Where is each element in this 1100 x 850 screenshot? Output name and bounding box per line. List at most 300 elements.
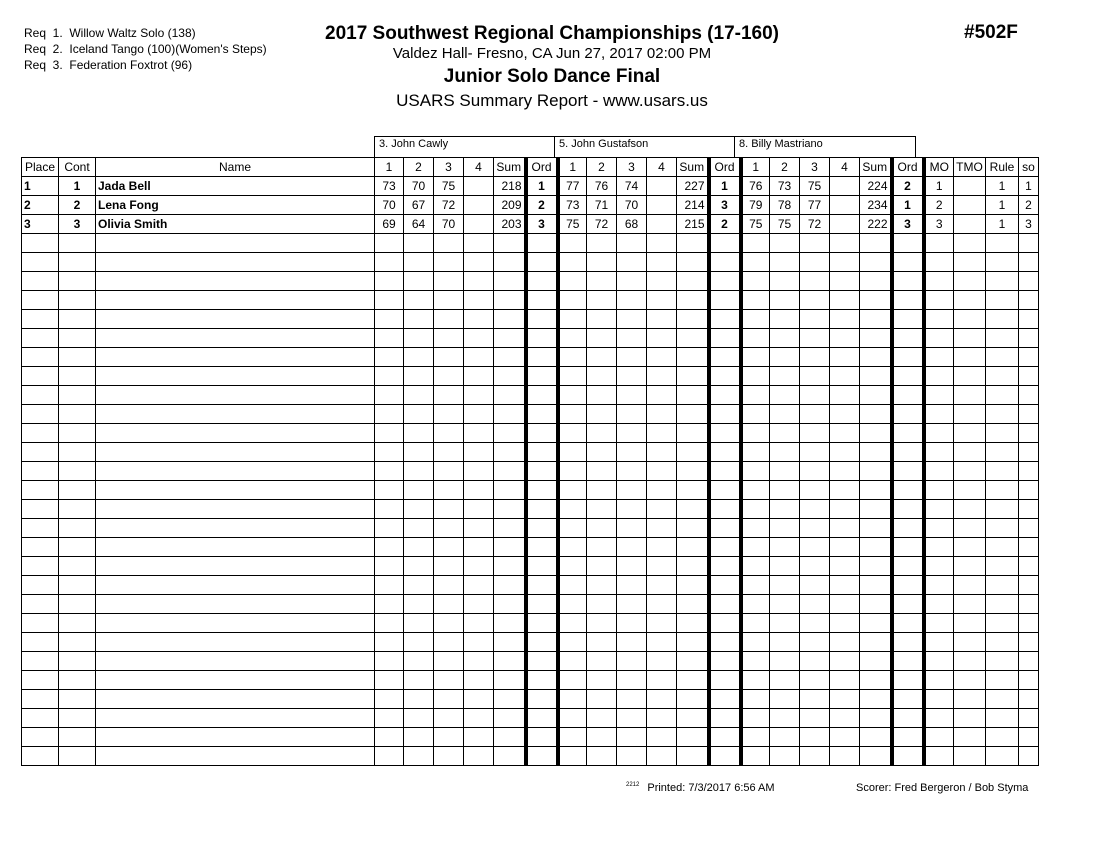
empty-cell	[860, 538, 892, 557]
empty-cell	[924, 234, 954, 253]
empty-cell	[647, 576, 677, 595]
empty-cell	[986, 709, 1019, 728]
empty-cell	[830, 671, 860, 690]
empty-cell	[22, 595, 59, 614]
empty-row	[22, 576, 1039, 595]
empty-cell	[1019, 690, 1039, 709]
skater-name-cell: Olivia Smith	[96, 215, 375, 234]
empty-cell	[677, 253, 709, 272]
empty-cell	[526, 538, 558, 557]
empty-cell	[709, 633, 741, 652]
empty-cell	[22, 481, 59, 500]
empty-cell	[375, 709, 404, 728]
empty-row	[22, 538, 1039, 557]
column-header: 3	[800, 158, 830, 177]
empty-cell	[404, 728, 434, 747]
empty-cell	[494, 671, 526, 690]
empty-cell	[617, 291, 647, 310]
rule-cell: 1	[986, 177, 1019, 196]
ordinal-cell: 2	[709, 215, 741, 234]
empty-cell	[587, 329, 617, 348]
empty-cell	[800, 386, 830, 405]
empty-cell	[924, 405, 954, 424]
empty-cell	[617, 652, 647, 671]
empty-cell	[494, 652, 526, 671]
empty-cell	[558, 405, 587, 424]
score-cell: 74	[617, 177, 647, 196]
score-cell: 68	[617, 215, 647, 234]
empty-cell	[404, 633, 434, 652]
empty-cell	[709, 443, 741, 462]
empty-cell	[375, 633, 404, 652]
empty-cell	[558, 481, 587, 500]
empty-cell	[830, 633, 860, 652]
empty-cell	[800, 747, 830, 766]
empty-cell	[558, 310, 587, 329]
empty-cell	[617, 538, 647, 557]
empty-cell	[709, 747, 741, 766]
empty-cell	[22, 310, 59, 329]
column-header: Ord	[709, 158, 741, 177]
empty-cell	[1019, 576, 1039, 595]
empty-row	[22, 709, 1039, 728]
empty-cell	[800, 633, 830, 652]
empty-cell	[59, 538, 96, 557]
empty-cell	[375, 329, 404, 348]
empty-cell	[741, 538, 770, 557]
empty-cell	[860, 690, 892, 709]
column-header: 3	[434, 158, 464, 177]
empty-cell	[954, 671, 986, 690]
empty-cell	[1019, 272, 1039, 291]
empty-cell	[860, 652, 892, 671]
empty-cell	[830, 424, 860, 443]
empty-cell	[647, 500, 677, 519]
empty-cell	[830, 557, 860, 576]
empty-cell	[587, 728, 617, 747]
empty-cell	[1019, 310, 1039, 329]
empty-cell	[587, 443, 617, 462]
empty-cell	[924, 348, 954, 367]
empty-cell	[59, 557, 96, 576]
empty-cell	[892, 595, 924, 614]
empty-cell	[924, 576, 954, 595]
empty-cell	[741, 576, 770, 595]
empty-cell	[830, 462, 860, 481]
empty-cell	[770, 443, 800, 462]
empty-cell	[800, 671, 830, 690]
empty-cell	[924, 728, 954, 747]
empty-cell	[924, 462, 954, 481]
judge-3-label: 8. Billy Mastriano	[734, 136, 916, 157]
empty-cell	[558, 538, 587, 557]
empty-cell	[800, 614, 830, 633]
empty-cell	[770, 690, 800, 709]
empty-cell	[617, 348, 647, 367]
column-header: 2	[404, 158, 434, 177]
empty-cell	[770, 633, 800, 652]
empty-cell	[96, 291, 375, 310]
empty-cell	[647, 386, 677, 405]
empty-cell	[22, 348, 59, 367]
empty-cell	[830, 310, 860, 329]
empty-cell	[494, 272, 526, 291]
empty-cell	[59, 481, 96, 500]
empty-cell	[587, 481, 617, 500]
empty-cell	[434, 291, 464, 310]
empty-cell	[924, 652, 954, 671]
score-cell	[830, 177, 860, 196]
empty-cell	[860, 310, 892, 329]
empty-cell	[617, 443, 647, 462]
empty-cell	[677, 747, 709, 766]
empty-cell	[830, 709, 860, 728]
empty-cell	[800, 595, 830, 614]
empty-cell	[1019, 671, 1039, 690]
empty-cell	[709, 253, 741, 272]
empty-cell	[677, 595, 709, 614]
empty-cell	[647, 633, 677, 652]
empty-cell	[709, 671, 741, 690]
empty-cell	[986, 405, 1019, 424]
empty-cell	[860, 709, 892, 728]
empty-cell	[1019, 595, 1039, 614]
empty-cell	[830, 481, 860, 500]
empty-cell	[526, 633, 558, 652]
empty-cell	[770, 500, 800, 519]
empty-cell	[59, 272, 96, 291]
empty-cell	[587, 652, 617, 671]
empty-cell	[96, 728, 375, 747]
empty-cell	[860, 519, 892, 538]
empty-cell	[954, 595, 986, 614]
empty-cell	[96, 538, 375, 557]
empty-cell	[677, 614, 709, 633]
requirements-list	[24, 25, 267, 73]
empty-cell	[404, 310, 434, 329]
rule-cell: 1	[986, 196, 1019, 215]
empty-cell	[892, 633, 924, 652]
empty-cell	[464, 405, 494, 424]
empty-cell	[464, 557, 494, 576]
empty-cell	[770, 747, 800, 766]
empty-cell	[892, 272, 924, 291]
empty-cell	[494, 595, 526, 614]
empty-cell	[741, 253, 770, 272]
empty-cell	[375, 557, 404, 576]
empty-cell	[22, 462, 59, 481]
empty-cell	[375, 538, 404, 557]
empty-cell	[830, 291, 860, 310]
empty-cell	[617, 405, 647, 424]
empty-cell	[434, 367, 464, 386]
empty-cell	[860, 633, 892, 652]
empty-cell	[375, 652, 404, 671]
venue-date: Valdez Hall- Fresno, CA Jun 27, 2017 02:00 PM	[392, 45, 712, 62]
empty-cell	[1019, 253, 1039, 272]
sum-cell: 222	[860, 215, 892, 234]
empty-cell	[22, 747, 59, 766]
empty-cell	[494, 348, 526, 367]
empty-cell	[892, 462, 924, 481]
empty-cell	[526, 519, 558, 538]
empty-cell	[494, 519, 526, 538]
score-cell: 75	[558, 215, 587, 234]
empty-cell	[526, 329, 558, 348]
empty-cell	[96, 329, 375, 348]
empty-cell	[59, 595, 96, 614]
empty-row	[22, 462, 1039, 481]
empty-cell	[587, 348, 617, 367]
empty-cell	[924, 557, 954, 576]
empty-cell	[830, 500, 860, 519]
empty-cell	[617, 424, 647, 443]
empty-cell	[800, 481, 830, 500]
empty-cell	[558, 443, 587, 462]
empty-cell	[434, 576, 464, 595]
empty-cell	[924, 424, 954, 443]
empty-cell	[22, 500, 59, 519]
empty-cell	[860, 728, 892, 747]
empty-cell	[709, 405, 741, 424]
column-header: Place	[22, 158, 59, 177]
empty-cell	[892, 576, 924, 595]
empty-cell	[741, 633, 770, 652]
mo-cell: 1	[924, 177, 954, 196]
empty-cell	[494, 386, 526, 405]
empty-cell	[1019, 424, 1039, 443]
score-cell: 71	[587, 196, 617, 215]
empty-cell	[558, 253, 587, 272]
column-header: Sum	[860, 158, 892, 177]
empty-cell	[954, 747, 986, 766]
summary-table	[21, 157, 1039, 766]
empty-cell	[22, 557, 59, 576]
empty-cell	[892, 443, 924, 462]
score-cell: 78	[770, 196, 800, 215]
empty-cell	[558, 576, 587, 595]
empty-cell	[96, 367, 375, 386]
empty-cell	[96, 614, 375, 633]
empty-cell	[617, 576, 647, 595]
empty-cell	[587, 462, 617, 481]
empty-cell	[860, 348, 892, 367]
empty-cell	[954, 424, 986, 443]
score-cell: 67	[404, 196, 434, 215]
empty-cell	[924, 595, 954, 614]
empty-cell	[375, 348, 404, 367]
empty-cell	[800, 500, 830, 519]
empty-cell	[741, 671, 770, 690]
empty-cell	[677, 728, 709, 747]
empty-cell	[558, 614, 587, 633]
empty-cell	[494, 253, 526, 272]
empty-cell	[59, 443, 96, 462]
empty-cell	[494, 728, 526, 747]
empty-cell	[96, 424, 375, 443]
empty-cell	[741, 291, 770, 310]
empty-cell	[647, 538, 677, 557]
empty-cell	[375, 310, 404, 329]
empty-row	[22, 652, 1039, 671]
empty-cell	[709, 291, 741, 310]
empty-cell	[1019, 709, 1039, 728]
empty-cell	[892, 291, 924, 310]
sum-cell: 234	[860, 196, 892, 215]
place-cell: 3	[22, 215, 59, 234]
empty-cell	[770, 462, 800, 481]
empty-cell	[526, 405, 558, 424]
empty-cell	[741, 652, 770, 671]
empty-cell	[800, 652, 830, 671]
empty-cell	[617, 519, 647, 538]
empty-cell	[375, 519, 404, 538]
empty-cell	[647, 329, 677, 348]
empty-cell	[830, 538, 860, 557]
printed-info	[626, 782, 775, 794]
empty-cell	[677, 519, 709, 538]
empty-cell	[709, 272, 741, 291]
empty-cell	[404, 424, 434, 443]
tmo-cell	[954, 196, 986, 215]
empty-cell	[404, 234, 434, 253]
empty-cell	[494, 747, 526, 766]
empty-cell	[59, 462, 96, 481]
empty-cell	[59, 519, 96, 538]
empty-cell	[587, 424, 617, 443]
empty-cell	[587, 747, 617, 766]
empty-row	[22, 272, 1039, 291]
empty-cell	[434, 709, 464, 728]
empty-cell	[558, 671, 587, 690]
empty-cell	[526, 500, 558, 519]
empty-cell	[647, 272, 677, 291]
empty-cell	[954, 709, 986, 728]
table-row	[22, 196, 1039, 215]
empty-cell	[860, 405, 892, 424]
empty-cell	[375, 272, 404, 291]
column-header: 4	[647, 158, 677, 177]
score-cell: 73	[558, 196, 587, 215]
score-cell	[830, 215, 860, 234]
empty-cell	[587, 367, 617, 386]
empty-cell	[770, 595, 800, 614]
empty-cell	[770, 538, 800, 557]
empty-cell	[59, 310, 96, 329]
empty-cell	[1019, 462, 1039, 481]
empty-cell	[434, 310, 464, 329]
empty-cell	[404, 576, 434, 595]
empty-cell	[986, 462, 1019, 481]
empty-cell	[830, 728, 860, 747]
empty-cell	[494, 690, 526, 709]
empty-cell	[800, 291, 830, 310]
empty-cell	[434, 462, 464, 481]
empty-cell	[860, 747, 892, 766]
empty-cell	[709, 329, 741, 348]
empty-cell	[464, 690, 494, 709]
empty-cell	[494, 462, 526, 481]
empty-cell	[59, 329, 96, 348]
score-cell: 73	[375, 177, 404, 196]
ordinal-cell: 2	[892, 177, 924, 196]
empty-cell	[587, 310, 617, 329]
empty-cell	[677, 424, 709, 443]
tmo-cell	[954, 177, 986, 196]
empty-cell	[404, 652, 434, 671]
empty-cell	[22, 234, 59, 253]
empty-cell	[434, 652, 464, 671]
contestant-number-cell: 2	[59, 196, 96, 215]
table-row	[22, 177, 1039, 196]
empty-cell	[494, 481, 526, 500]
empty-cell	[375, 500, 404, 519]
empty-cell	[1019, 538, 1039, 557]
empty-cell	[59, 253, 96, 272]
score-cell	[830, 196, 860, 215]
empty-cell	[494, 500, 526, 519]
empty-cell	[59, 500, 96, 519]
empty-cell	[59, 576, 96, 595]
empty-cell	[647, 462, 677, 481]
empty-cell	[464, 652, 494, 671]
empty-cell	[526, 367, 558, 386]
empty-cell	[494, 614, 526, 633]
empty-cell	[526, 595, 558, 614]
empty-cell	[526, 481, 558, 500]
empty-cell	[892, 519, 924, 538]
empty-cell	[404, 690, 434, 709]
empty-cell	[617, 386, 647, 405]
empty-cell	[741, 481, 770, 500]
empty-cell	[800, 443, 830, 462]
empty-cell	[587, 576, 617, 595]
empty-cell	[558, 234, 587, 253]
empty-cell	[800, 709, 830, 728]
empty-cell	[986, 595, 1019, 614]
empty-cell	[558, 386, 587, 405]
event-title: 2017 Southwest Regional Championships (17-160)	[325, 23, 779, 44]
empty-cell	[709, 557, 741, 576]
empty-cell	[986, 671, 1019, 690]
empty-cell	[741, 462, 770, 481]
empty-cell	[647, 253, 677, 272]
event-number: #502F	[964, 22, 1018, 43]
empty-cell	[617, 728, 647, 747]
empty-cell	[558, 462, 587, 481]
empty-cell	[892, 253, 924, 272]
empty-cell	[800, 329, 830, 348]
empty-cell	[96, 234, 375, 253]
empty-cell	[677, 310, 709, 329]
empty-cell	[22, 367, 59, 386]
empty-cell	[830, 253, 860, 272]
empty-cell	[677, 405, 709, 424]
empty-cell	[741, 690, 770, 709]
empty-cell	[464, 614, 494, 633]
empty-cell	[860, 367, 892, 386]
empty-cell	[434, 633, 464, 652]
empty-cell	[404, 253, 434, 272]
empty-cell	[830, 367, 860, 386]
empty-cell	[647, 728, 677, 747]
empty-cell	[986, 652, 1019, 671]
empty-cell	[464, 348, 494, 367]
empty-row	[22, 348, 1039, 367]
empty-cell	[96, 652, 375, 671]
empty-cell	[924, 481, 954, 500]
score-cell: 77	[558, 177, 587, 196]
